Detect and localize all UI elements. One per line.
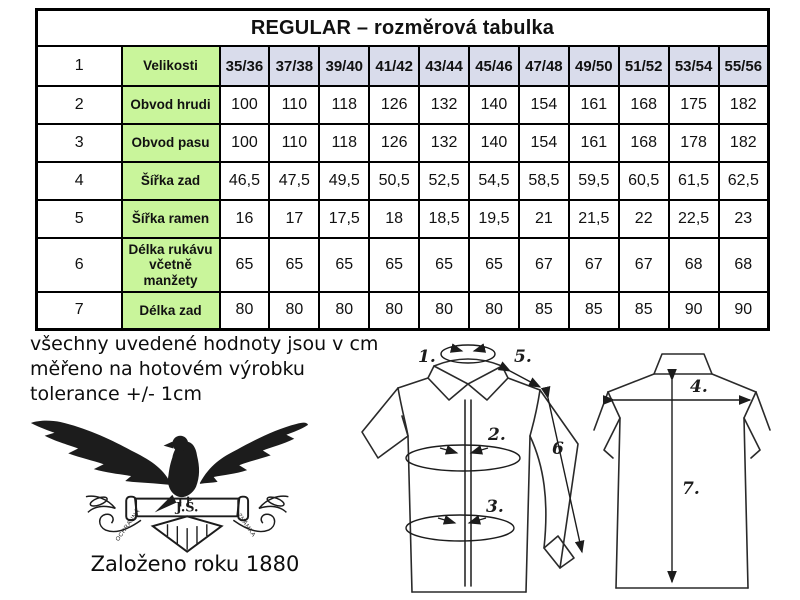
value-cell: 47,5: [269, 162, 319, 200]
value-cell: 110: [269, 86, 319, 124]
value-cell: 35/36: [220, 46, 270, 86]
value-cell: 49,5: [319, 162, 369, 200]
measure-label-sleeve: 6: [552, 439, 564, 459]
value-cell: 100: [220, 86, 270, 124]
row-label-cell: Délka rukávu včetně manžety: [122, 238, 220, 292]
shirt-front-outline: [362, 359, 578, 592]
value-cell: 55/56: [719, 46, 769, 86]
value-cell: 51/52: [619, 46, 669, 86]
value-cell: 39/40: [319, 46, 369, 86]
row-number-cell: 4: [37, 162, 122, 200]
value-cell: 17,5: [319, 200, 369, 238]
value-cell: 178: [669, 124, 719, 162]
value-cell: 65: [220, 238, 270, 292]
ribbon-left-text: OCHRANNÁ: [115, 508, 142, 543]
value-cell: 65: [469, 238, 519, 292]
value-cell: 61,5: [669, 162, 719, 200]
value-cell: 59,5: [569, 162, 619, 200]
value-cell: 46,5: [220, 162, 270, 200]
size-table: [35, 8, 770, 331]
row-number-cell: 7: [37, 292, 122, 329]
value-cell: 67: [619, 238, 669, 292]
value-cell: 17: [269, 200, 319, 238]
table-row: [37, 162, 769, 200]
value-cell: 182: [719, 124, 769, 162]
value-cell: 140: [469, 124, 519, 162]
value-cell: 19,5: [469, 200, 519, 238]
value-cell: 41/42: [369, 46, 419, 86]
value-cell: 168: [619, 124, 669, 162]
value-cell: 80: [269, 292, 319, 329]
value-cell: 85: [569, 292, 619, 329]
measure-label-chest: 2.: [488, 425, 506, 445]
value-cell: 23: [719, 200, 769, 238]
shield: [153, 516, 222, 551]
value-cell: 161: [569, 124, 619, 162]
value-cell: 49/50: [569, 46, 619, 86]
row-number-cell: 1: [37, 46, 122, 86]
value-cell: 22: [619, 200, 669, 238]
row-number-cell: 5: [37, 200, 122, 238]
eagle-trademark-logo: [25, 403, 310, 553]
value-cell: 18: [369, 200, 419, 238]
value-cell: 50,5: [369, 162, 419, 200]
row-number-cell: 6: [37, 238, 122, 292]
value-cell: 58,5: [519, 162, 569, 200]
value-cell: 118: [319, 86, 369, 124]
value-cell: 161: [569, 86, 619, 124]
value-cell: 68: [669, 238, 719, 292]
measure-label-back-length: 7.: [682, 479, 700, 499]
table-row: [37, 238, 769, 292]
logo-caption: Založeno roku 1880: [90, 552, 300, 576]
value-cell: 132: [419, 86, 469, 124]
table-title: REGULAR – rozměrová tabulka: [37, 10, 769, 47]
value-cell: 126: [369, 86, 419, 124]
value-cell: 54,5: [469, 162, 519, 200]
note-line: tolerance +/- 1cm: [30, 383, 202, 405]
note-line: měřeno na hotovém výrobku: [30, 358, 305, 380]
measure-label-back-width: 4.: [690, 377, 708, 397]
shirt-front-diagram: [348, 336, 588, 600]
row-label-cell: Délka zad: [122, 292, 220, 329]
value-cell: 65: [419, 238, 469, 292]
value-cell: 65: [269, 238, 319, 292]
ribbon-right-text: ZNÁMKA: [235, 512, 257, 539]
value-cell: 140: [469, 86, 519, 124]
value-cell: 53/54: [669, 46, 719, 86]
row-label-cell: Šířka zad: [122, 162, 220, 200]
value-cell: 80: [369, 292, 419, 329]
value-cell: 22,5: [669, 200, 719, 238]
row-label-cell: Šířka ramen: [122, 200, 220, 238]
value-cell: 65: [319, 238, 369, 292]
value-cell: 100: [220, 124, 270, 162]
value-cell: 47/48: [519, 46, 569, 86]
value-cell: 118: [319, 124, 369, 162]
value-cell: 60,5: [619, 162, 669, 200]
shirt-back-outline: [594, 354, 770, 588]
value-cell: 80: [319, 292, 369, 329]
table-row: [37, 86, 769, 124]
value-cell: 18,5: [419, 200, 469, 238]
value-cell: 65: [369, 238, 419, 292]
row-label-cell: Obvod hrudi: [122, 86, 220, 124]
monogram-text: J.Š.: [175, 500, 199, 516]
value-cell: 90: [669, 292, 719, 329]
value-cell: 85: [619, 292, 669, 329]
measure-label-waist: 3.: [486, 497, 504, 517]
value-cell: 126: [369, 124, 419, 162]
value-cell: 43/44: [419, 46, 469, 86]
measure-label-collar: 1.: [418, 347, 436, 367]
value-cell: 154: [519, 86, 569, 124]
table-row: [37, 292, 769, 329]
row-label-cell: Obvod pasu: [122, 124, 220, 162]
size-table-body: [37, 46, 769, 329]
value-cell: 21,5: [569, 200, 619, 238]
value-cell: 132: [419, 124, 469, 162]
table-row: [37, 124, 769, 162]
value-cell: 168: [619, 86, 669, 124]
value-cell: 90: [719, 292, 769, 329]
row-number-cell: 2: [37, 86, 122, 124]
shirt-back-diagram: [592, 338, 772, 600]
table-title-row: [37, 10, 769, 47]
value-cell: 80: [419, 292, 469, 329]
value-cell: 182: [719, 86, 769, 124]
value-cell: 16: [220, 200, 270, 238]
row-number-cell: 3: [37, 124, 122, 162]
value-cell: 67: [569, 238, 619, 292]
value-cell: 62,5: [719, 162, 769, 200]
value-cell: 175: [669, 86, 719, 124]
value-cell: 85: [519, 292, 569, 329]
note-line: všechny uvedené hodnoty jsou v cm: [30, 333, 379, 355]
value-cell: 154: [519, 124, 569, 162]
table-row: [37, 200, 769, 238]
row-label-cell: Velikosti: [122, 46, 220, 86]
value-cell: 21: [519, 200, 569, 238]
value-cell: 37/38: [269, 46, 319, 86]
value-cell: 52,5: [419, 162, 469, 200]
value-cell: 110: [269, 124, 319, 162]
notes-block: [30, 332, 378, 407]
value-cell: 67: [519, 238, 569, 292]
value-cell: 68: [719, 238, 769, 292]
value-cell: 80: [220, 292, 270, 329]
table-row: [37, 46, 769, 86]
value-cell: 45/46: [469, 46, 519, 86]
value-cell: 80: [469, 292, 519, 329]
measure-label-shoulder: 5.: [514, 347, 532, 367]
